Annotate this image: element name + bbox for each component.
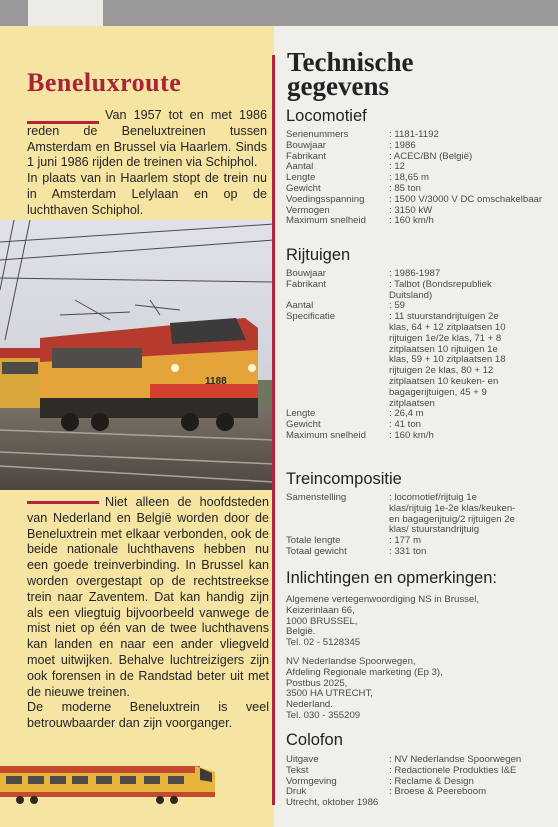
spec-row	[286, 195, 549, 206]
spec-key: Vormgeving	[286, 775, 337, 787]
body-paragraph-1: Niet alleen de hoofdsteden van Nederland en België worden door de Beneluxtrein met elkaar verbonden, ook de beide nationale luchthavens hebben nu een goede treinverbinding. In Brussel kan worden overgestapt op de rechtstreekse trein naar Zaventem. Dat kan handig zijn als een vliegtuig bijvoorbeeld vanwege de mist niet op één van de twee luchthavens kan landen en naar een ander vliegveld moet uitwijken. Behalve luchtreizigers zijn ook forensen in de Randstad beter uit met de nieuwe treinen.	[27, 495, 269, 699]
spec-value: : 41 ton	[389, 419, 422, 431]
address-line: 3500 HA UTRECHT,	[286, 688, 373, 700]
spec-value: : 3150 kW	[389, 204, 433, 216]
address-line: 1000 BRUSSEL,	[286, 615, 358, 627]
heading-inlichtingen: Inlichtingen en opmerkingen:	[286, 569, 497, 587]
spec-key: Fabrikant	[286, 150, 326, 162]
heading-colofon: Colofon	[286, 731, 343, 749]
spec-key: Bouwjaar	[286, 139, 326, 151]
body-text	[27, 495, 269, 732]
address-line: Algemene vertegenwoordiging NS in Brussel,	[286, 594, 480, 605]
heading-rijtuigen: Rijtuigen	[286, 246, 351, 264]
spec-row	[286, 312, 549, 409]
spec-key: Bouwjaar	[286, 268, 326, 279]
spec-key: Fabrikant	[286, 278, 326, 290]
address-utrecht	[286, 657, 443, 722]
spec-value: : 1181-1192	[389, 129, 439, 140]
spec-value: : 12	[389, 161, 406, 173]
address-brussel	[286, 595, 479, 649]
intro-text	[27, 108, 267, 219]
spec-value: : 85 ton	[389, 182, 422, 194]
spec-value: : Reclame & Design	[389, 775, 474, 787]
spec-value: : 1500 V/3000 V DC omschakelbaar	[389, 193, 543, 205]
spec-row	[286, 766, 549, 777]
heading-locomotief: Locomotief	[286, 107, 367, 125]
column-divider	[272, 55, 275, 805]
spec-value: : 160 km/h	[389, 429, 434, 441]
rijtuigen-specs	[286, 269, 549, 442]
spec-key: Gewicht	[286, 182, 321, 194]
spec-row	[286, 547, 549, 558]
spec-key: Gewicht	[286, 419, 321, 431]
spec-value: : 1986	[389, 139, 416, 151]
spec-key: Vermogen	[286, 204, 330, 216]
spec-key: Voedingsspanning	[286, 193, 365, 205]
locomotief-specs	[286, 130, 549, 227]
spec-key: Uitgave	[286, 754, 319, 765]
specs-title-line-1: Technische	[287, 47, 414, 77]
spec-value: : Redactionele Produkties I&E	[389, 764, 517, 776]
spec-value: : 160 km/h	[389, 215, 434, 227]
address-line: Keizerinlaan 66,	[286, 604, 355, 616]
loco-number: 1188	[205, 376, 227, 387]
address-line: NV Nederlandse Spoorwegen,	[286, 656, 416, 667]
spec-row	[286, 431, 549, 442]
spec-value: : 331 ton	[389, 545, 427, 557]
train-photo	[0, 220, 274, 490]
spec-key: Totaal gewicht	[286, 545, 347, 557]
spec-key: Samenstelling	[286, 492, 347, 503]
page-title: Beneluxroute	[27, 68, 182, 97]
heading-treincompositie: Treincompositie	[286, 470, 402, 488]
spec-key: Lengte	[286, 172, 316, 184]
spec-row	[286, 280, 549, 302]
spec-value: : Broese & Peereboom	[389, 786, 487, 798]
spec-row	[286, 152, 549, 163]
address-line: Nederland.	[286, 699, 333, 711]
spec-value: : locomotief/rijtuig 1e klas/rijtuig 1e-2e klas/keuken- en bagagerijtuig/2 rijtuigen 2e klas/ stuurstandrijtuig	[389, 492, 516, 536]
spec-value: : ACEC/BN (België)	[389, 150, 473, 162]
intro-paragraph-1: Van 1957 tot en met 1986 reden de Beneluxtreinen tussen Amsterdam en Brussel via Haarlem. Sinds 1 juni 1986 rijden de treinen via Schiphol.	[27, 108, 267, 170]
spec-value: : 26,4 m	[389, 408, 424, 420]
spec-key: Lengte	[286, 408, 316, 420]
colofon-footer: Utrecht, oktober 1986	[286, 797, 379, 809]
spec-key: Aantal	[286, 300, 314, 312]
spec-key: Specificatie	[286, 311, 336, 323]
specs-title	[287, 47, 414, 101]
spec-value: : NV Nederlandse Spoorwegen	[389, 754, 522, 765]
train-illustration	[0, 758, 222, 808]
spec-key: Druk	[286, 786, 307, 798]
address-line: Tel. 030 - 355209	[286, 709, 361, 721]
address-line: Tel. 02 - 5128345	[286, 637, 361, 649]
spec-value: : 11 stuurstandrijtuigen 2e klas, 64 + 12 zitplaatsen 10 rijtuigen 1e/2e klas, 71 + 8 zitplaatsen 10 rijtuigen 1e klas, 59 + 10 zitplaatsen 18 rijtuigen 2e klas, 80 + 12 zitplaatsen 10 keuken- en bagagerijtuigen, 45 + 9 zitplaatsen	[389, 311, 506, 409]
spec-key: Serienummers	[286, 129, 349, 140]
spec-value: : 18,65 m	[389, 172, 429, 184]
spec-row	[286, 493, 549, 536]
intro-paragraph-2: In plaats van in Haarlem stopt de trein nu in Amsterdam Lelylaan en op de luchthaven Schiphol.	[27, 171, 267, 217]
treincompositie-specs	[286, 493, 549, 558]
spec-row	[286, 216, 549, 227]
address-line: België.	[286, 626, 316, 638]
spec-value: : 177 m	[389, 535, 421, 547]
spec-key: Maximum snelheid	[286, 429, 366, 441]
spec-key: Tekst	[286, 764, 309, 776]
spec-key: Aantal	[286, 161, 314, 173]
address-line: Afdeling Regionale marketing (Ep 3),	[286, 666, 443, 678]
spec-value: : Talbot (Bondsrepubliek Duitsland)	[389, 278, 492, 301]
colofon-specs	[286, 755, 549, 809]
spec-key: Maximum snelheid	[286, 215, 366, 227]
specs-title-line-2: gegevens	[287, 71, 389, 101]
spec-value: : 1986-1987	[389, 268, 441, 279]
body-paragraph-2: De moderne Beneluxtrein is veel betrouwbaarder dan zijn voorganger.	[27, 700, 269, 731]
spec-key: Totale lengte	[286, 535, 341, 547]
spec-value: : 59	[389, 300, 406, 312]
address-line: Postbus 2025,	[286, 677, 348, 689]
spec-row	[286, 141, 549, 152]
